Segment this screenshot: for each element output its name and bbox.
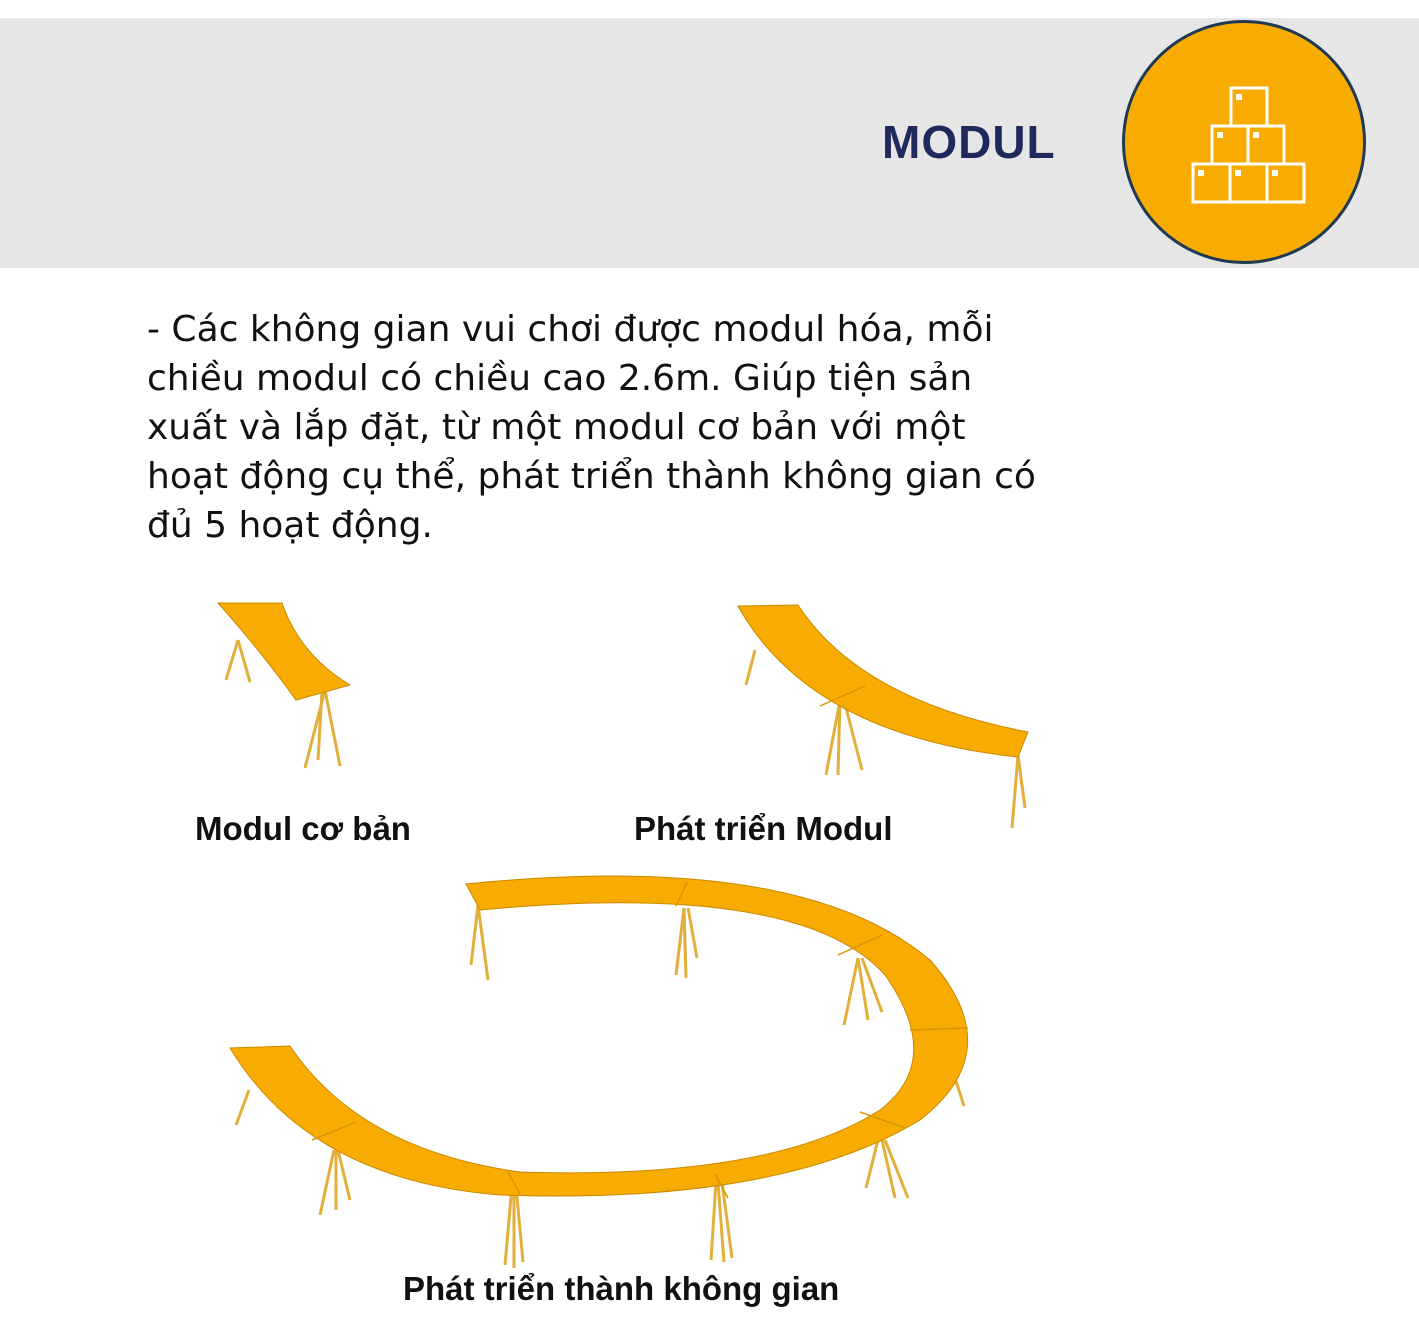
- modules-illustration: [0, 580, 1419, 1300]
- caption-full-space: Phát triển thành không gian: [403, 1270, 840, 1307]
- full-space-illustration: [230, 876, 968, 1268]
- basic-module-illustration: [218, 603, 350, 768]
- description-paragraph: [147, 305, 1067, 550]
- caption-developed-module: Phát triển Modul: [634, 810, 893, 847]
- paragraph-line: - Các không gian vui chơi được modul hóa, mỗi: [147, 309, 994, 350]
- paragraph-line: hoạt động cụ thể, phát triển thành không gian có: [147, 456, 1036, 497]
- paragraph-line: chiều modul có chiều cao 2.6m. Giúp tiện sản: [147, 358, 973, 399]
- page-title: MODUL: [882, 116, 1056, 168]
- stacked-boxes-icon: [1125, 23, 1369, 267]
- header-badge: [1122, 20, 1366, 264]
- developed-module-illustration: [738, 605, 1028, 828]
- caption-basic-module: Modul cơ bản: [195, 810, 411, 847]
- paragraph-line: đủ 5 hoạt động.: [147, 505, 433, 546]
- paragraph-line: xuất và lắp đặt, từ một modul cơ bản với một: [147, 407, 966, 448]
